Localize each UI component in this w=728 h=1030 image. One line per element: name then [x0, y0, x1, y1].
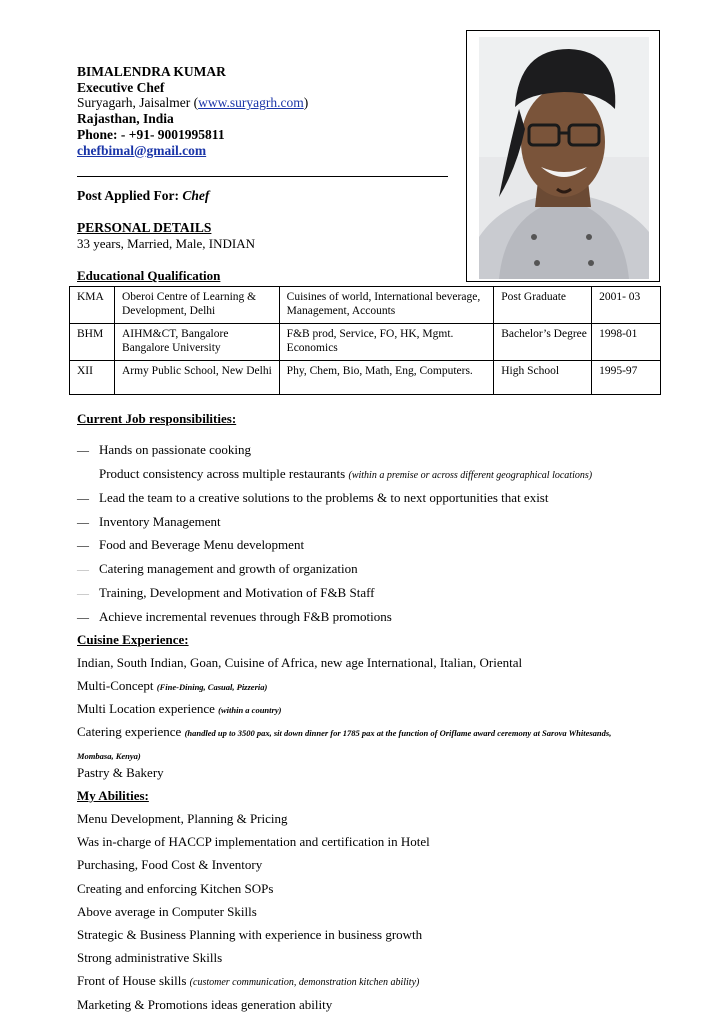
- list-item: — Inventory Management: [77, 514, 221, 529]
- table-cell: Post Graduate: [494, 287, 592, 324]
- table-cell: BHM: [70, 324, 115, 361]
- table-cell: XII: [70, 361, 115, 395]
- table-cell: 1998-01: [592, 324, 661, 361]
- cuisine-line: Indian, South Indian, Goan, Cuisine of Africa, new age International, Italian, Oriental: [77, 655, 523, 670]
- cuisine-note: (handled up to 3500 pax, sit down dinner for 1785 pax at the function of Oriflame award ceremony at Sarova Whitesands,: [184, 728, 612, 738]
- region-line: Rajasthan, India: [77, 111, 174, 127]
- post-value: Chef: [182, 188, 210, 203]
- ability-item: Was in-charge of HACCP implementation and certification in Hotel: [77, 834, 430, 849]
- table-cell: AIHM&CT, Bangalore Bangalore University: [114, 324, 279, 361]
- contact-header: [77, 64, 457, 158]
- cuisine-line: [77, 747, 141, 763]
- cuisine-line: Pastry & Bakery: [77, 765, 164, 780]
- education-heading: Educational Qualification: [77, 268, 221, 283]
- table-cell: F&B prod, Service, FO, HK, Mgmt. Economics: [279, 324, 494, 361]
- cuisine-note: (within a country): [218, 705, 282, 715]
- ability-item: Purchasing, Food Cost & Inventory: [77, 857, 263, 872]
- cuisine-text: Multi-Concept: [77, 678, 157, 693]
- table-cell: Cuisines of world, International beverage, Management, Accounts: [279, 287, 494, 324]
- list-item-text: Achieve incremental revenues through F&B promotions: [99, 609, 392, 624]
- table-cell: High School: [494, 361, 592, 395]
- cuisine-line: [77, 724, 611, 740]
- abilities-heading: My Abilities:: [77, 788, 149, 803]
- list-item-text: Lead the team to a creative solutions to the problems & to next opportunities that exist: [99, 490, 549, 505]
- ability-item: [77, 973, 419, 989]
- table-cell: Bachelor’s Degree: [494, 324, 592, 361]
- list-item-text: Product consistency across multiple restaurants: [99, 466, 349, 481]
- phone-line: Phone: - +91- 9001995811: [77, 126, 225, 142]
- table-row: [70, 287, 661, 324]
- website-link[interactable]: www.suryagrh.com: [198, 95, 304, 111]
- list-item: — Achieve incremental revenues through F&B promotions: [77, 609, 392, 624]
- personal-text: 33 years, Married, Male, INDIAN: [77, 236, 255, 251]
- list-item: — Hands on passionate cooking: [77, 442, 252, 457]
- email-link[interactable]: chefbimal@gmail.com: [77, 142, 207, 158]
- ability-item: Creating and enforcing Kitchen SOPs: [77, 881, 274, 896]
- candidate-title: Executive Chef: [77, 79, 165, 95]
- table-cell: 1995-97: [592, 361, 661, 395]
- header-divider: [77, 176, 448, 177]
- table-cell: Phy, Chem, Bio, Math, Eng, Computers.: [279, 361, 494, 395]
- education-table: [69, 286, 661, 395]
- ability-item: Marketing & Promotions ideas generation ability: [77, 997, 333, 1012]
- list-item: — Lead the team to a creative solutions to the problems & to next opportunities that exist: [77, 490, 549, 505]
- list-item: — Food and Beverage Menu development: [77, 537, 305, 552]
- list-item: — Training, Development and Motivation of F&B Staff: [77, 585, 375, 600]
- ability-item: Above average in Computer Skills: [77, 904, 257, 919]
- list-item-text: Training, Development and Motivation of F&B Staff: [99, 585, 375, 600]
- table-cell: Oberoi Centre of Learning & Development, Delhi: [114, 287, 279, 324]
- responsibilities-heading: Current Job responsibilities:: [77, 411, 237, 426]
- cuisine-text: Multi Location experience: [77, 701, 219, 716]
- table-cell: 2001- 03: [592, 287, 661, 324]
- list-item-text: Catering management and growth of organization: [99, 561, 358, 576]
- ability-text: Front of House skills: [77, 973, 190, 988]
- ability-note: (customer communication, demonstration kitchen ability): [189, 977, 420, 988]
- ability-item: Menu Development, Planning & Pricing: [77, 811, 288, 826]
- post-label: Post Applied For:: [77, 188, 180, 203]
- profile-photo: [479, 37, 649, 279]
- cuisine-note: Mombasa, Kenya): [77, 751, 141, 761]
- list-item: [77, 466, 592, 482]
- table-row: [70, 361, 661, 395]
- address-suffix: ): [303, 95, 309, 111]
- address-line: [77, 95, 457, 111]
- address-prefix: Suryagarh, Jaisalmer (: [77, 95, 199, 111]
- table-row: [70, 324, 661, 361]
- post-applied: [77, 188, 209, 204]
- table-cell: Army Public School, New Delhi: [114, 361, 279, 395]
- candidate-name: BIMALENDRA KUMAR: [77, 64, 226, 79]
- cuisine-line: [77, 678, 267, 694]
- list-item-text: Inventory Management: [99, 514, 221, 529]
- table-cell: KMA: [70, 287, 115, 324]
- ability-item: Strong administrative Skills: [77, 950, 223, 965]
- profile-photo-frame: [466, 30, 660, 282]
- cuisine-note: (Fine-Dining, Casual, Pizzeria): [156, 682, 268, 692]
- list-item-text: Hands on passionate cooking: [99, 442, 252, 457]
- list-item: — Catering management and growth of organization: [77, 561, 358, 576]
- cuisine-heading: Cuisine Experience:: [77, 632, 189, 647]
- cuisine-line: [77, 701, 281, 717]
- cuisine-text: Catering experience: [77, 724, 185, 739]
- list-item-text: Food and Beverage Menu development: [99, 537, 305, 552]
- list-item-note: (within a premise or across different geographical locations): [348, 470, 593, 481]
- personal-heading: PERSONAL DETAILS: [77, 220, 212, 235]
- ability-item: Strategic & Business Planning with experience in business growth: [77, 927, 423, 942]
